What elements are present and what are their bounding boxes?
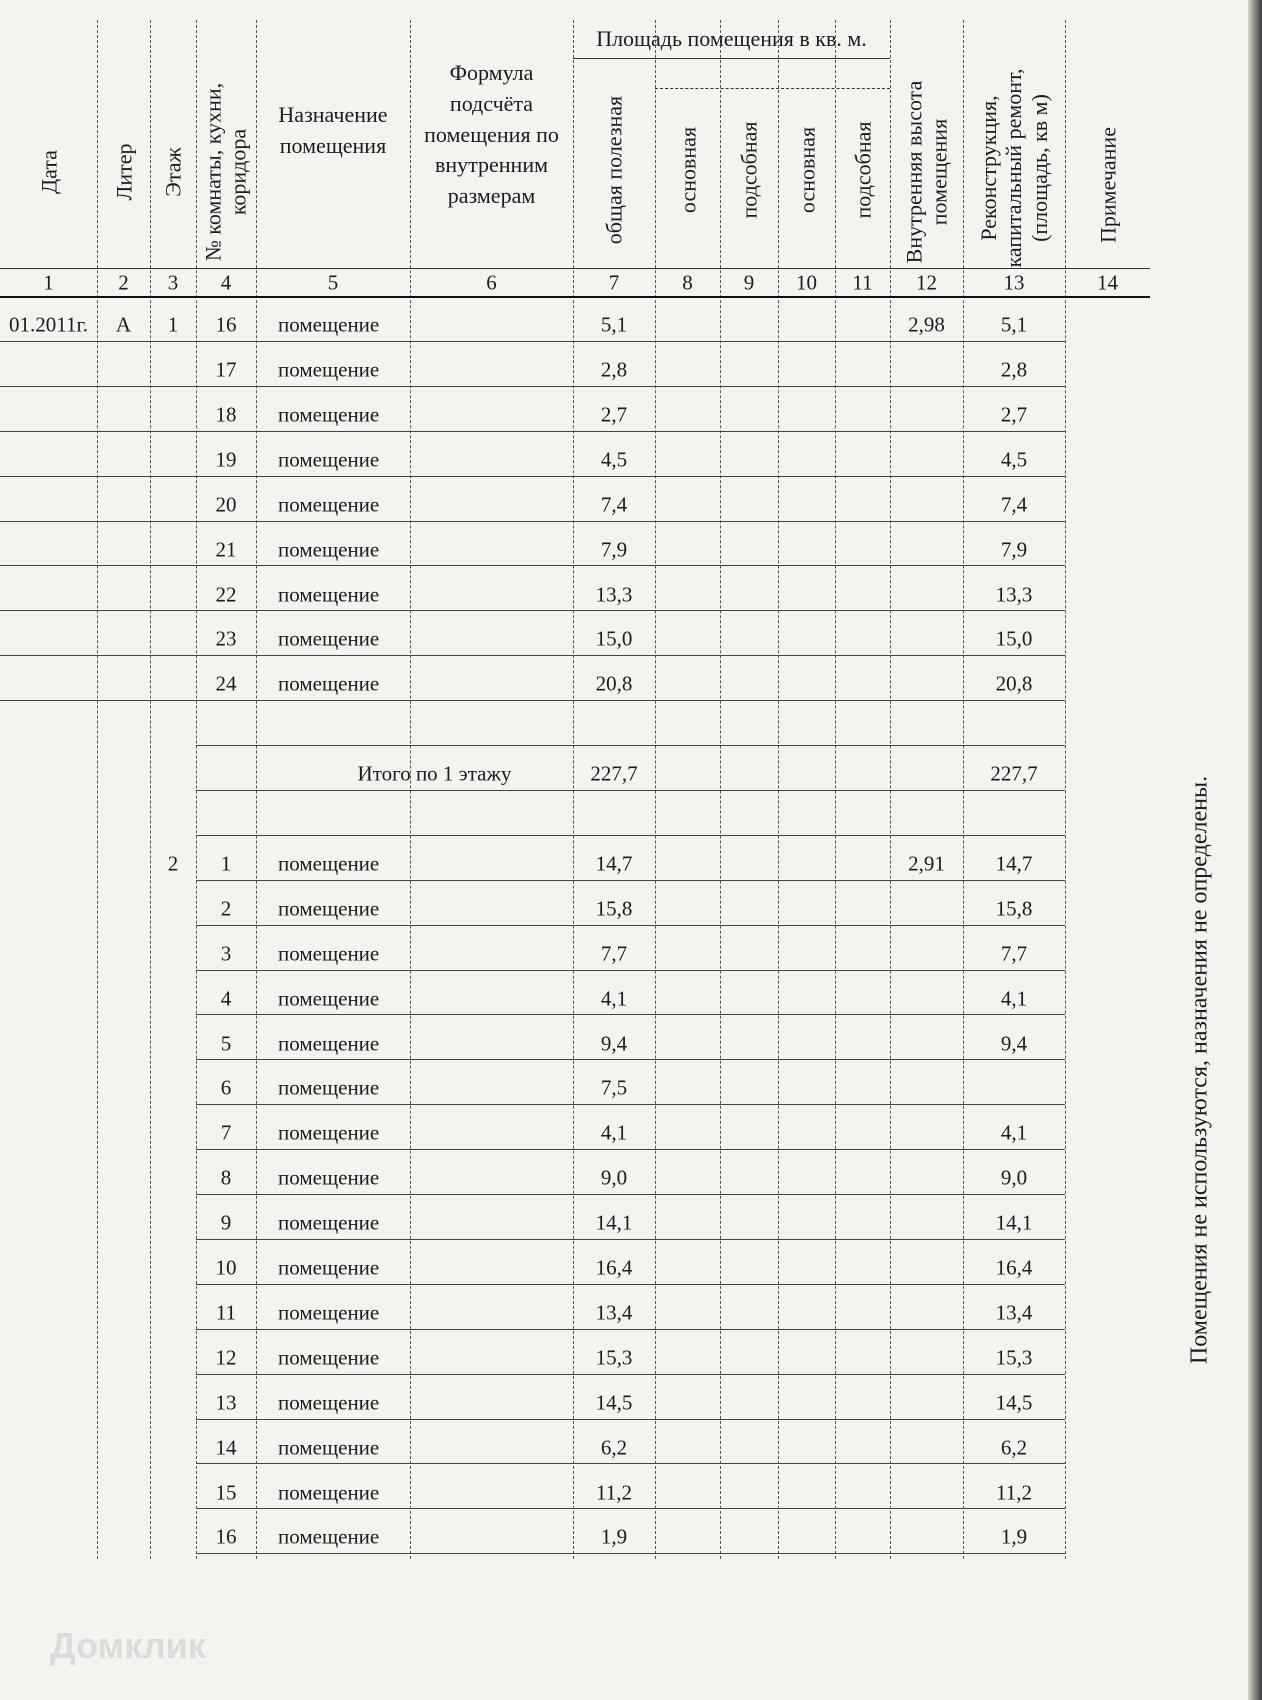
header-bottom-rule — [0, 268, 1150, 269]
column-header-6-line: внутренним — [434, 152, 549, 178]
column-separator — [1065, 20, 1066, 1559]
column-header-8-line: основная — [674, 126, 700, 214]
reconstruction-area-cell: 4,5 — [1000, 447, 1028, 472]
reconstruction-area-cell: 14,1 — [995, 1210, 1033, 1235]
purpose-cell: помещение — [278, 357, 380, 382]
room-number-cell: 4 — [220, 986, 232, 1011]
area-cell: 2,8 — [600, 357, 628, 382]
purpose-cell: помещение — [278, 671, 380, 696]
column-header-7-line: общая полезная — [601, 95, 627, 245]
column-number-5: 5 — [327, 270, 339, 295]
row-rule — [196, 1553, 1065, 1554]
area-cell: 4,5 — [600, 447, 628, 472]
column-number-8: 8 — [682, 270, 693, 295]
row-rule — [196, 1284, 1065, 1285]
purpose-cell: помещение — [278, 1031, 380, 1056]
column-header-3 — [160, 147, 185, 196]
room-number-cell: 1 — [220, 851, 232, 876]
reconstruction-area-cell: 4,1 — [1000, 1120, 1028, 1145]
column-header-4-line: коридора — [226, 128, 251, 216]
column-header-6 — [410, 58, 573, 212]
column-number-7: 7 — [608, 270, 620, 295]
room-number-cell: 17 — [215, 357, 237, 382]
column-number-12: 12 — [916, 270, 937, 295]
column-header-12-line: помещения — [926, 118, 952, 226]
reconstruction-area-cell: 20,8 — [995, 671, 1033, 696]
remark-note: Помещения не используются, назначения не определены. — [1186, 775, 1213, 1365]
column-separator — [150, 20, 151, 1559]
column-header-6-line: помещения по — [424, 121, 559, 147]
column-number-2: 2 — [118, 270, 129, 295]
column-header-11 — [850, 122, 875, 219]
column-header-10-line: основная — [793, 126, 819, 214]
column-header-12 — [901, 81, 952, 264]
column-number-1: 1 — [43, 270, 54, 295]
reconstruction-area-cell: 13,3 — [995, 582, 1033, 607]
area-cell: 15,3 — [595, 1345, 633, 1370]
room-number-cell: 22 — [215, 582, 237, 607]
area-cell: 4,1 — [600, 1120, 628, 1145]
column-separator — [97, 20, 98, 1559]
room-number-cell: 9 — [220, 1210, 232, 1235]
column-header-13-line: Реконструкция, — [976, 95, 1002, 241]
purpose-cell: помещение — [278, 941, 380, 966]
reconstruction-area-cell: 2,7 — [1000, 402, 1028, 427]
reconstruction-area-cell: 5,1 — [1000, 312, 1028, 337]
room-number-cell: 10 — [215, 1255, 237, 1280]
column-header-2 — [111, 143, 136, 200]
room-number-cell: 3 — [220, 941, 232, 966]
reconstruction-area-cell: 16,4 — [995, 1255, 1033, 1280]
area-group-rule — [573, 58, 890, 59]
row-rule — [196, 1149, 1065, 1150]
area-cell: 14,7 — [595, 851, 633, 876]
reconstruction-area-cell: 15,3 — [995, 1345, 1033, 1370]
room-number-cell: 13 — [215, 1390, 237, 1415]
area-cell: 9,4 — [600, 1031, 628, 1056]
row-rule — [0, 610, 1065, 611]
column-header-5 — [256, 100, 410, 162]
reconstruction-area-cell: 9,4 — [1000, 1031, 1028, 1056]
area-cell: 4,1 — [600, 986, 628, 1011]
row-rule — [196, 1194, 1065, 1195]
room-number-cell: 19 — [215, 447, 237, 472]
column-number-6: 6 — [486, 270, 497, 295]
area-cell: 9,0 — [600, 1165, 628, 1190]
reconstruction-area-cell: 15,0 — [995, 626, 1033, 651]
purpose-cell: помещение — [278, 1075, 380, 1100]
area-cell: 7,7 — [600, 941, 628, 966]
room-number-cell: 2 — [220, 896, 232, 921]
area-cell: 6,2 — [600, 1435, 628, 1460]
row-rule — [196, 1059, 1065, 1060]
room-number-cell: 8 — [220, 1165, 232, 1190]
purpose-cell: помещение — [278, 896, 380, 921]
area-cell: 13,4 — [595, 1300, 633, 1325]
reconstruction-area-cell: 13,4 — [995, 1300, 1033, 1325]
area-cell: 7,4 — [600, 492, 628, 517]
purpose-cell: помещение — [278, 1300, 380, 1325]
purpose-cell: помещение — [278, 1120, 380, 1145]
purpose-cell: помещение — [278, 312, 380, 337]
area-cell: 2,7 — [600, 402, 628, 427]
room-number-cell: 12 — [215, 1345, 237, 1370]
floor-total-label: Итого по 1 этажу — [357, 761, 512, 786]
purpose-cell: помещение — [278, 447, 380, 472]
column-header-5-line: Назначение — [278, 102, 388, 127]
area-group-title: Площадь помещения в кв. м. — [596, 26, 867, 51]
purpose-cell: помещение — [278, 1390, 380, 1415]
area-cell: 14,1 — [595, 1210, 633, 1235]
row-rule — [196, 745, 1065, 746]
liter-cell: А — [115, 312, 132, 337]
row-rule — [196, 835, 1065, 836]
row-rule — [196, 1239, 1065, 1240]
page-edge — [1248, 0, 1262, 1700]
row-rule — [0, 476, 1065, 477]
column-header-3-line: Этаж — [160, 147, 186, 197]
area-cell: 15,8 — [595, 896, 633, 921]
column-number-3: 3 — [167, 270, 179, 295]
room-number-cell: 7 — [220, 1120, 232, 1145]
row-rule — [0, 565, 1065, 566]
reconstruction-area-cell: 227,7 — [990, 761, 1038, 786]
area-cell: 5,1 — [600, 312, 628, 337]
column-number-9: 9 — [743, 270, 755, 295]
column-header-2-line: Литер — [110, 143, 136, 201]
purpose-cell: помещение — [278, 1435, 380, 1460]
column-number-10: 10 — [796, 270, 817, 295]
column-number-4: 4 — [220, 270, 232, 295]
column-header-6-line: размерам — [447, 183, 536, 209]
room-number-cell: 24 — [215, 671, 237, 696]
row-rule — [196, 1419, 1065, 1420]
column-header-9-line: подсобная — [736, 121, 762, 219]
area-cell: 7,9 — [600, 537, 628, 562]
room-number-cell: 15 — [215, 1480, 237, 1505]
room-number-cell: 14 — [215, 1435, 237, 1460]
reconstruction-area-cell: 6,2 — [1000, 1435, 1028, 1460]
area-cell: 11,2 — [596, 1480, 632, 1505]
reconstruction-area-cell: 11,2 — [996, 1480, 1032, 1505]
column-header-1-line: Дата — [35, 150, 61, 194]
purpose-cell: помещение — [278, 626, 380, 651]
row-rule — [0, 341, 1065, 342]
row-rule — [196, 1014, 1065, 1015]
row-rule — [196, 1508, 1065, 1509]
reconstruction-area-cell: 2,8 — [1000, 357, 1028, 382]
column-header-8 — [675, 127, 700, 213]
row-rule — [196, 790, 1065, 791]
column-number-11: 11 — [852, 270, 873, 295]
column-header-14 — [1095, 127, 1120, 243]
purpose-cell: помещение — [278, 986, 380, 1011]
column-header-13 — [976, 69, 1052, 268]
reconstruction-area-cell: 14,7 — [995, 851, 1033, 876]
column-header-10 — [794, 127, 819, 213]
purpose-cell: помещение — [278, 402, 380, 427]
numbering-bottom-rule — [0, 296, 1150, 298]
watermark-logo: Домклик — [50, 1625, 206, 1666]
purpose-cell: помещение — [278, 492, 380, 517]
row-rule — [196, 1374, 1065, 1375]
row-rule — [0, 521, 1065, 522]
floor-cell: 2 — [167, 851, 179, 876]
row-rule — [196, 1329, 1065, 1330]
column-header-4-line: № комнаты, кухни, — [200, 82, 226, 262]
height-cell: 2,91 — [908, 851, 945, 876]
column-header-14-line: Примечание — [1094, 127, 1120, 243]
room-number-cell: 16 — [215, 1524, 237, 1549]
purpose-cell: помещение — [278, 537, 380, 562]
purpose-cell: помещение — [278, 1210, 380, 1235]
row-rule — [196, 970, 1065, 971]
column-header-7 — [601, 96, 626, 244]
column-header-4 — [201, 83, 252, 261]
purpose-cell: помещение — [278, 1255, 380, 1280]
purpose-cell: помещение — [278, 1524, 380, 1549]
room-number-cell: 23 — [215, 626, 237, 651]
purpose-cell: помещение — [278, 1345, 380, 1370]
column-number-14: 14 — [1097, 270, 1118, 295]
column-header-11-line: подсобная — [849, 121, 875, 219]
purpose-cell: помещение — [278, 1480, 380, 1505]
date-cell: 01.2011г. — [9, 312, 88, 337]
row-rule — [196, 1463, 1065, 1464]
column-header-1 — [36, 150, 61, 194]
reconstruction-area-cell: 7,7 — [1000, 941, 1028, 966]
area-cell: 1,9 — [600, 1524, 628, 1549]
column-header-5-line: помещения — [279, 132, 387, 158]
reconstruction-area-cell: 9,0 — [1000, 1165, 1028, 1190]
row-rule — [0, 655, 1065, 656]
column-header-13-line: (площадь, кв м) — [1026, 94, 1052, 242]
column-number-13: 13 — [1003, 270, 1025, 295]
area-subgroup-rule — [655, 88, 890, 89]
room-number-cell: 18 — [215, 402, 237, 427]
room-number-cell: 6 — [220, 1075, 232, 1100]
area-cell: 7,5 — [600, 1075, 628, 1100]
reconstruction-area-cell: 1,9 — [1000, 1524, 1028, 1549]
area-cell: 20,8 — [595, 671, 633, 696]
row-rule — [0, 700, 1065, 701]
area-cell: 227,7 — [590, 761, 638, 786]
purpose-cell: помещение — [278, 1165, 380, 1190]
column-header-6-line: Формула — [449, 60, 534, 85]
height-cell: 2,98 — [908, 312, 945, 337]
area-cell: 15,0 — [595, 626, 633, 651]
column-header-12-line: Внутренняя высота — [901, 80, 927, 264]
column-header-6-line: подсчёта — [449, 90, 534, 116]
row-rule — [196, 880, 1065, 881]
row-rule — [0, 386, 1065, 387]
room-number-cell: 21 — [215, 537, 237, 562]
reconstruction-area-cell: 14,5 — [995, 1390, 1033, 1415]
room-number-cell: 11 — [215, 1300, 237, 1325]
room-number-cell: 5 — [220, 1031, 232, 1056]
reconstruction-area-cell: 4,1 — [1000, 986, 1028, 1011]
column-header-9 — [736, 122, 761, 219]
purpose-cell: помещение — [278, 851, 380, 876]
room-number-cell: 20 — [215, 492, 237, 517]
reconstruction-area-cell: 15,8 — [995, 896, 1033, 921]
area-cell: 13,3 — [595, 582, 633, 607]
room-number-cell: 16 — [215, 312, 237, 337]
column-header-13-line: капитальный ремонт, — [1001, 68, 1027, 268]
area-cell: 14,5 — [595, 1390, 633, 1415]
row-rule — [196, 1104, 1065, 1105]
area-cell: 16,4 — [595, 1255, 633, 1280]
reconstruction-area-cell: 7,4 — [1000, 492, 1028, 517]
reconstruction-area-cell: 7,9 — [1000, 537, 1028, 562]
row-rule — [196, 925, 1065, 926]
row-rule — [0, 431, 1065, 432]
purpose-cell: помещение — [278, 582, 380, 607]
floor-cell: 1 — [167, 312, 179, 337]
